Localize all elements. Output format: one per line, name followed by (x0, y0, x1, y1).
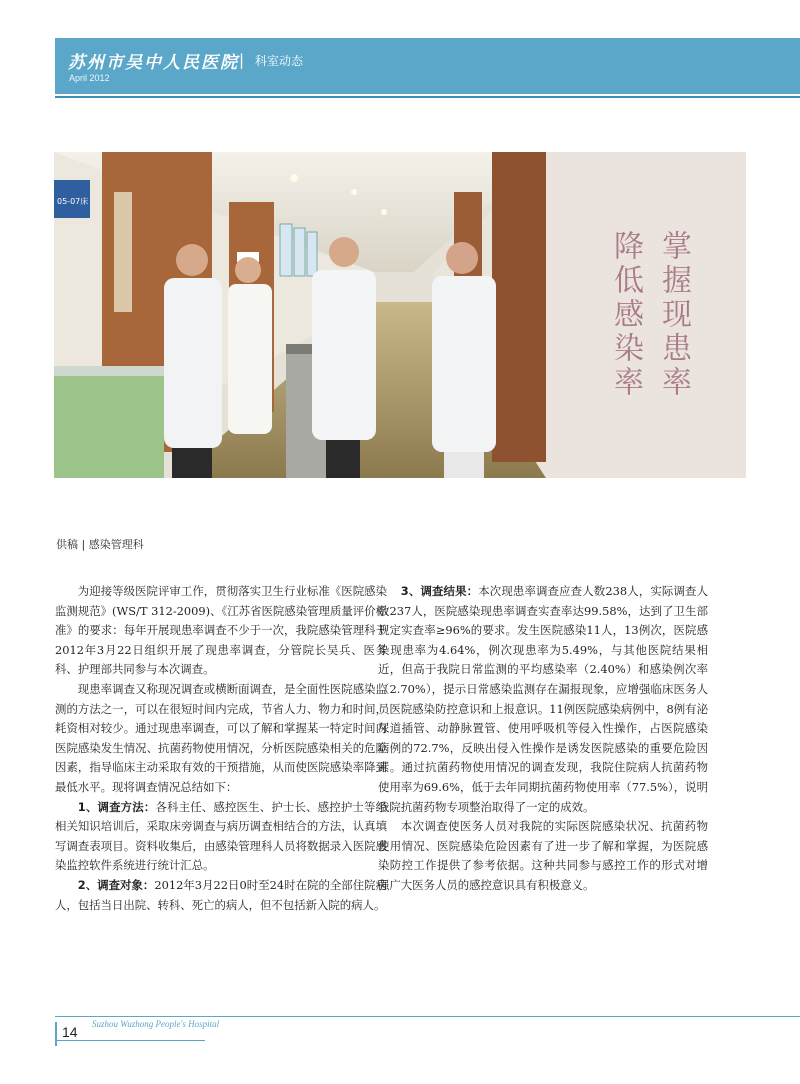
result-paragraph (378, 582, 708, 817)
footer-accent-bar (55, 1022, 57, 1046)
feature-title-panel (546, 152, 746, 478)
subject-text: 2012年3月22日0时至24时在院的全部住院病人，包括当日出院、转科、死亡的病人，但不包括新入院的病人。 (55, 877, 387, 912)
closing-paragraph: 本次调查使医务人员对我院的实际医院感染状况、抗菌药物使用情况、医院感染危险因素有了进一步了解和掌握，为医院感染防控工作提供了参考依据。这种共同参与感控工作的形式对增强广大医务人员的感控意识具有积极意义。 (378, 819, 708, 892)
doctor-figure-3 (432, 242, 496, 478)
ward-sign: 05-07床 (57, 197, 89, 206)
section-name: 科室动态 (255, 54, 304, 68)
hospital-name: 苏州市吴中人民医院 (68, 53, 239, 73)
footer-hospital-name: Suzhou Wuzhong People's Hospital (92, 1019, 220, 1029)
feature-title-line1: 掌握现患率 (656, 230, 691, 400)
footer-thin-rule (55, 1040, 205, 1041)
article-right-column (378, 582, 708, 896)
feature-title-line2: 降低感染率 (608, 230, 643, 400)
doctor-figure-1 (164, 244, 222, 478)
result-text: 本次现患率调查应查人数238人，实际调查人数237人，医院感染现患率调查实查率达99.58%，达到了卫生部规定实查率≥96%的要求。发生医院感染11人，13例次，医院感染现患率为4.64%，例次现患率为5.49%，与其他医院结果相近，但高于我院日常监测的平均感染率（2.40%）和感染例次率（2.70%），提示日常感染监测存在漏报现象，应增强临床医务人员医院感染防控意识和上报意识。11例医院感染病例中，8例有泌尿道插管、动静脉置管、使用呼吸机等侵入性操作，占医院感染病例的72.7%，反映出侵入性操作是诱发医院感染的重要危险因素。通过抗菌药物使用情况的调查发现，我院住院病人抗菌药物使用率为69.6%，低于去年同期抗菌药物使用率（77.5%），说明我院抗菌药物专项整治取得了一定的成效。 (378, 584, 708, 814)
footer-rule (55, 1016, 800, 1017)
header-band (55, 38, 800, 94)
method-paragraph (55, 798, 387, 876)
page-number: 14 (62, 1024, 78, 1040)
subject-paragraph (55, 876, 387, 915)
header-rule (55, 96, 800, 98)
corridor-illustration (54, 152, 546, 478)
article-left-column (55, 582, 387, 915)
header-separator: | (239, 51, 245, 69)
article-paragraph: 现患率调查又称现况调查或横断面调查，是全面性医院感染监测的方法之一，可以在很短时间内完成，节省人力、物力和时间，耗资相对较少。通过现患率调查，可以了解和掌握某一特定时间内医院感染发生情况、抗菌药物使用情况，分析医院感染相关的危险因素，指导临床主动采取有效的干预措施，从而使医院感染率降到最低水平。现将调查情况总结如下： (55, 681, 387, 794)
article-paragraph: 为迎接等级医院评审工作，贯彻落实卫生行业标准《医院感染监测规范》(WS/T 312-2009)、《江苏省医院感染管理质量评价标准》的要求：每年开展现患率调查不少于一次，我院感染管理科于2012年3月22日组织开展了现患率调查，分管院长吴兵、医务科、护理部共同参与本次调查。 (55, 584, 387, 677)
method-label: 1、调查方法： (77, 799, 156, 814)
issue-date: April 2012 (69, 73, 110, 83)
method-text: 各科主任、感控医生、护士长、感控护士等经相关知识培训后，采取床旁调查与病历调查相结合的方法，认真填写调查表项目。资料收集后，由感染管理科人员将数据录入医院感染监控软件系统进行统计汇总。 (55, 799, 387, 873)
result-label: 3、调查结果： (400, 584, 479, 598)
hero-photo (54, 152, 546, 478)
article-credit: 供稿 | 感染管理科 (56, 538, 144, 551)
subject-label: 2、调查对象： (77, 877, 155, 892)
